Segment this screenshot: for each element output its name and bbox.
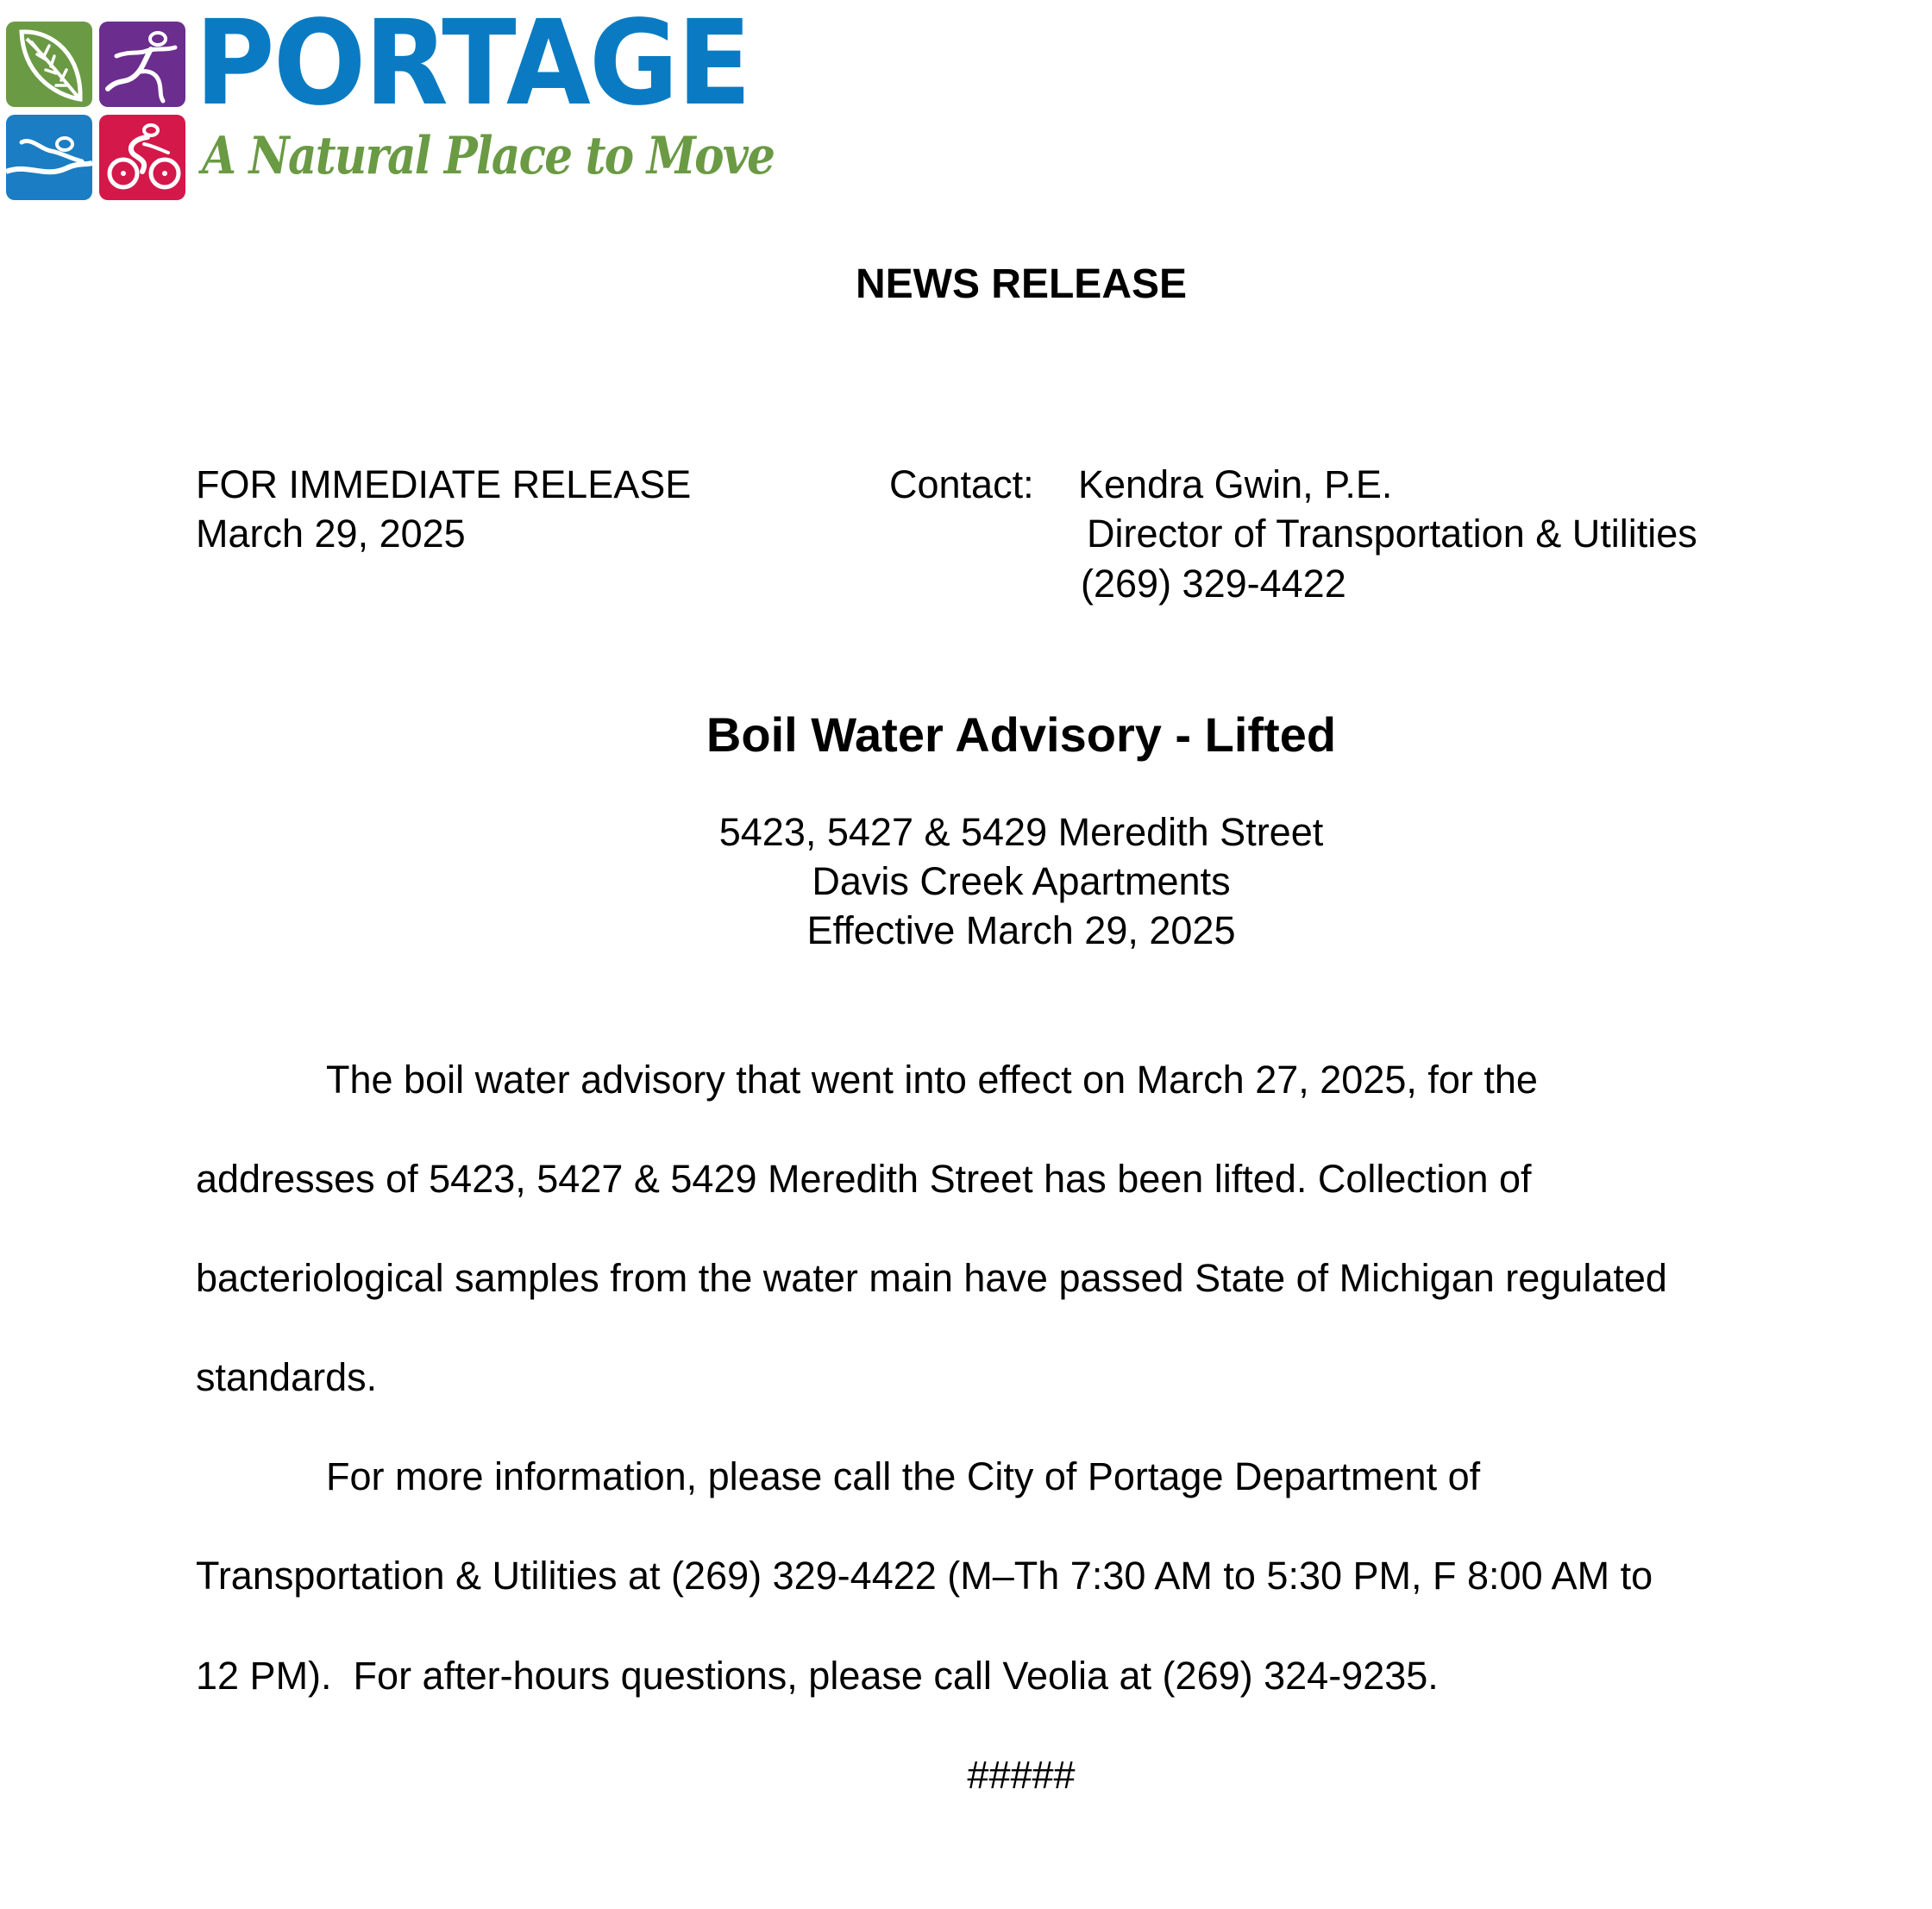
release-date: March 29, 2025 (196, 512, 466, 556)
headline-address: 5423, 5427 & 5429 Meredith Street (718, 810, 1324, 854)
headline-effective-date: Effective March 29, 2025 (806, 908, 1236, 952)
paragraph-line: The boil water advisory that went into effect on March 27, 2025, for the (326, 1058, 1538, 1102)
contact-title: Director of Transportation & Utilities (1087, 512, 1697, 556)
contact-name: Kendra Gwin, P.E. (1078, 462, 1393, 506)
paragraph-line: bacteriological samples from the water main have passed State of Michigan regulated (196, 1256, 1667, 1300)
paragraph-line: For more information, please call the City of Portage Department of (326, 1454, 1481, 1498)
logo-wordmark: PORTAGE (195, 0, 750, 132)
headline-title: Boil Water Advisory - Lifted (706, 707, 1337, 762)
paragraph-line: standards. (196, 1355, 378, 1399)
paragraph-line: 12 PM). For after-hours questions, please call Veolia at (269) 324-9235. (196, 1654, 1439, 1698)
headline-location: Davis Creek Apartments (812, 859, 1231, 903)
contact-label: Contact: (889, 462, 1034, 506)
runner-icon (99, 22, 185, 107)
leaf-icon (6, 22, 92, 107)
cyclist-icon (99, 115, 185, 200)
contact-phone: (269) 329-4422 (1081, 562, 1346, 606)
portage-logo (0, 0, 776, 211)
release-type: FOR IMMEDIATE RELEASE (196, 462, 692, 506)
end-mark: ##### (967, 1753, 1076, 1797)
logo-tagline: A Natural Place to Move (202, 126, 775, 186)
paragraph-line: Transportation & Utilities at (269) 329-4422 (M–Th 7:30 AM to 5:30 PM, F 8:00 AM to (196, 1554, 1653, 1598)
paragraph-line: addresses of 5423, 5427 & 5429 Meredith Street has been lifted. Collection of (196, 1157, 1532, 1201)
news-release-label: NEWS RELEASE (855, 261, 1188, 307)
swimmer-icon (6, 115, 92, 200)
